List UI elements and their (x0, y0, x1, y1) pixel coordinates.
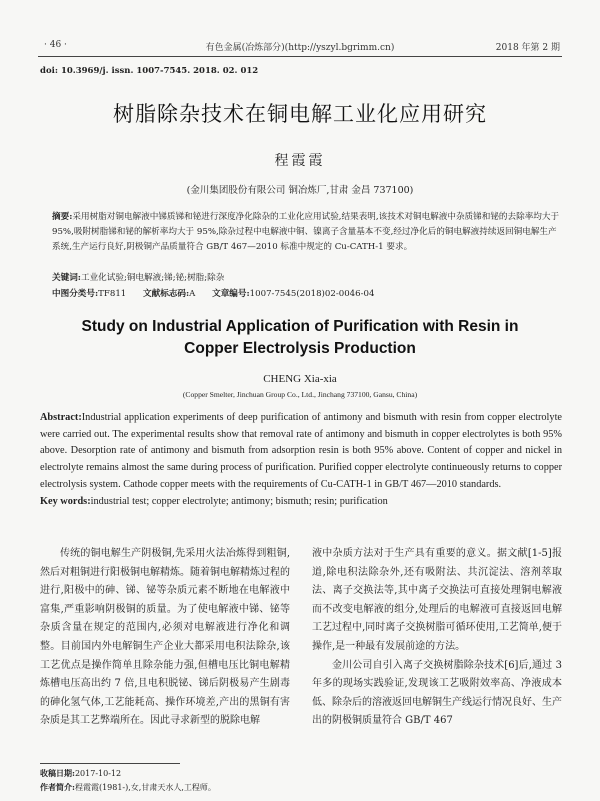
cn-abstract (52, 210, 560, 255)
body-paragraph: 传统的铜电解生产阴极铜,先采用火法冶炼得到粗铜,然后对粗铜进行阳极铜电解精炼。随着铜电解精炼过程的进行,阳极中的砷、锑、铋等杂质元素不断地在电解液中富集,严重影响阴极铜的质量。为了使电解液中锑、铋等杂质含量在规定的范围内,必须对电解液进行净化和调整。目前国内外电解铜生产企业大都采用电积法除杂,该工艺优点是操作简单且除杂能力强,但槽电压比铜电解精炼槽电压高出约 7 倍,且电积脱铋、锑后阴极易产生剧毒的砷化氢气体,工艺能耗高、操作环境差,产出的黑铜有害杂质是其工艺弊端所在。因此寻求新型的脱除电解 (40, 548, 290, 727)
body-left-column (40, 545, 290, 731)
cn-keywords (52, 271, 560, 286)
author-bio-label: 作者简介: (40, 782, 75, 792)
cn-abstract-text: 采用树脂对铜电解液中锑质锑和铋进行深度净化除杂的工业化应用试验,结果表明,该技术对铜电解液中杂质锑和铋的去除率均大于 95%,吸附树脂锑和铋的解析率均大于 95%,除杂过程中电解液中铜、镍离子含量基本不变,经过净化后的铜电解液持续返回铜电解生产系统,生产运行良好,阴极铜产品质量符合 GB/T 467—2010 标准中规定的 Cu-CATH-1 要求。 (52, 212, 560, 252)
en-abstract-text: Industrial application experiments of deep purification of antimony and bismuth with resin from copper electrolyte were carried out. The experimental results show that removal rate of antimony and bismuth in copper electrolytes is both 95% above. Desorption rate of antimony and bismuth from adsorption resin is both 95% above. Content of copper and nickel in electrolyte remains almost the same during process of purification. Purified copper electrolyte continueously returns to copper electrolysis system. Cathode copper meets with the requirements of Cu-CATH-1 in GB/T 467—2010 standards. (40, 412, 562, 490)
author-bio-value: 程霞霞(1981-),女,甘肃天水人,工程师。 (74, 783, 216, 792)
en-keywords-text: industrial test; copper electrolyte; antimony; bismuth; resin; purification (90, 495, 388, 507)
en-title-line1: Study on Industrial Application of Purification with Resin in (81, 318, 519, 335)
received-label: 收稿日期: (40, 768, 75, 778)
cn-keywords-text: 工业化试验;铜电解液;锑;铋;树脂;除杂 (80, 273, 225, 283)
cn-title: 树脂除杂技术在铜电解工业化应用研究 (113, 102, 487, 126)
header-rule (38, 56, 562, 57)
body-paragraph: 液中杂质方法对于生产具有重要的意义。据文献[1-5]报道,除电积法除杂外,还有吸附法、共沉淀法、溶剂萃取法、离子交换法等,其中离子交换法可直接处理铜电解液而不改变电解液的组分,处理后的电解液可直接返回电解工艺过程中,同时离子交换树脂可循环使用,工艺简单,便于操作,是一种最有发展前途的方法。 (312, 548, 562, 652)
article-label: 文章编号: (212, 289, 250, 299)
en-affiliation: (Copper Smelter, Jinchuan Group Co., Ltd., Jinchang 737100, Gansu, China) (182, 390, 418, 399)
doccode-label: 文献标志码: (143, 289, 190, 299)
cn-affiliation: (金川集团股份有限公司 铜冶炼厂,甘肃 金昌 737100) (186, 185, 414, 196)
clc-label: 中图分类号: (52, 289, 99, 299)
cn-keywords-label: 关键词: (52, 273, 81, 283)
body-right-column (312, 545, 562, 731)
issue-header: 2018 年第 2 期 (495, 43, 560, 53)
en-abstract (40, 410, 562, 510)
page-number: · 46 · (44, 40, 67, 50)
footnote-received (40, 768, 121, 779)
footnote-author (40, 782, 216, 793)
doccode-value: A (189, 289, 196, 299)
doi: doi: 10.3969/j. issn. 1007-7545. 2018. 02. 012 (40, 66, 259, 76)
en-keywords-label: Key words: (40, 495, 91, 507)
footnote-rule (40, 763, 180, 764)
received-value: 2017-10-12 (74, 769, 122, 778)
cn-abstract-label: 摘要: (52, 212, 73, 222)
clc-value: TF811 (98, 289, 127, 299)
cn-classification (52, 287, 560, 302)
en-author: CHENG Xia-xia (263, 373, 337, 385)
journal-header: 有色金属(冶炼部分)(http://yszyl.bgrimm.cn) (205, 43, 395, 53)
article-value: 1007-7545(2018)02-0046-04 (249, 289, 375, 299)
cn-author: 程霞霞 (274, 153, 326, 169)
body-paragraph: 金川公司自引入离子交换树脂除杂技术[6]后,通过 3 年多的现场实践验证,发现该工艺吸附效率高、净液成本低、除杂后的溶液返回电解铜生产线运行情况良好、生产出的阴极铜质量符合 GB/T 467 (312, 659, 562, 727)
en-abstract-label: Abstract: (40, 412, 82, 423)
en-title-line2: Copper Electrolysis Production (184, 340, 416, 357)
